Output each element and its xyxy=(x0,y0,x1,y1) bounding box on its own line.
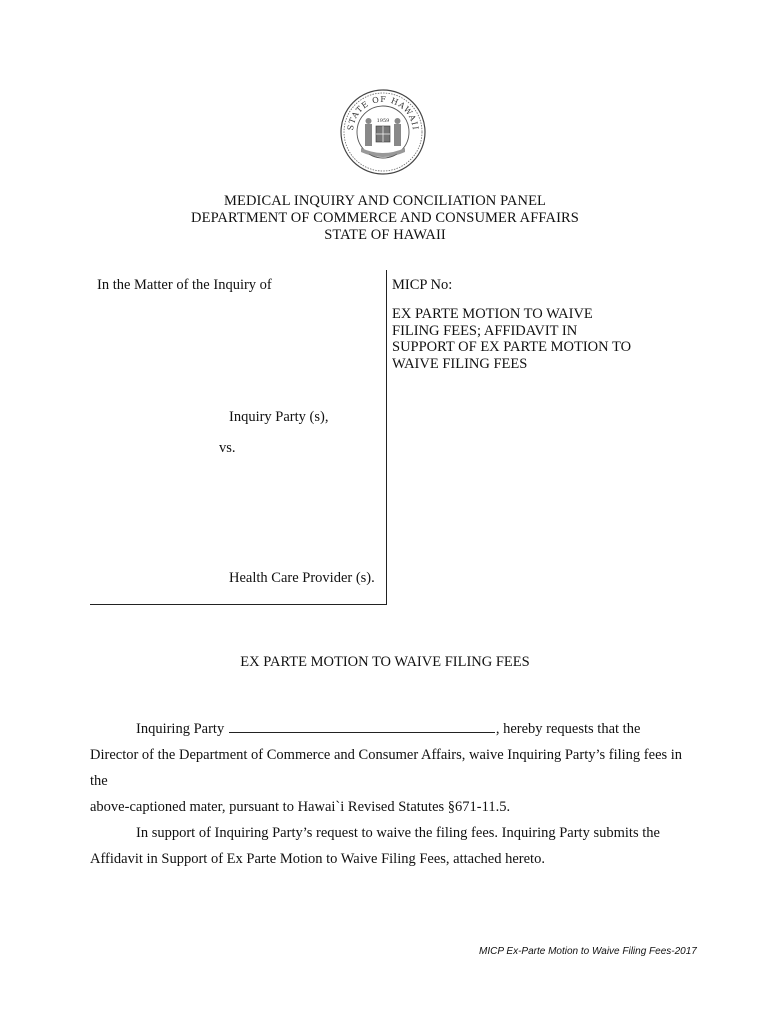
seal-text: STATE OF HAWAII xyxy=(345,94,421,132)
case-caption-left xyxy=(90,270,387,605)
paragraph-1-line-3: above-captioned mater, pursuant to Hawai`i Revised Statutes §671-11.5. xyxy=(90,799,511,815)
inquiring-party-name-blank[interactable] xyxy=(229,719,495,733)
header-state: STATE OF HAWAII xyxy=(324,227,446,243)
document-title-line: SUPPORT OF EX PARTE MOTION TO xyxy=(392,339,632,355)
svg-text:STATE OF HAWAII xyxy=(346,95,420,131)
case-caption-right xyxy=(392,277,692,372)
inquiry-party-label: Inquiry Party (s), xyxy=(229,409,329,425)
health-care-provider-label: Health Care Provider (s). xyxy=(229,570,375,586)
document-header xyxy=(0,193,770,244)
matter-label: In the Matter of the Inquiry of xyxy=(97,277,272,293)
header-panel-name: MEDICAL INQUIRY AND CONCILIATION PANEL xyxy=(224,193,546,209)
paragraph-1-line-2: Director of the Department of Commerce and Consumer Affairs, waive Inquiring Party’s filing fees in the xyxy=(90,747,683,789)
page-footer: MICP Ex-Parte Motion to Waive Filing Fees-2017 xyxy=(479,946,697,957)
header-department: DEPARTMENT OF COMMERCE AND CONSUMER AFFAIRS xyxy=(191,210,579,226)
document-title-line: WAIVE FILING FEES xyxy=(392,355,528,372)
document-title-line: EX PARTE MOTION TO WAIVE xyxy=(392,306,593,322)
versus-label: vs. xyxy=(219,440,236,456)
micp-number-label: MICP No: xyxy=(392,277,453,293)
state-seal-icon xyxy=(339,88,427,176)
paragraph-2-line-1: In support of Inquiring Party’s request to waive the filing fees. Inquiring Party submits the xyxy=(136,825,660,841)
motion-body xyxy=(90,716,690,872)
inquiring-party-label: Inquiring Party xyxy=(136,721,225,737)
document-title-block xyxy=(392,306,692,372)
request-text: , hereby requests that the xyxy=(495,721,641,737)
paragraph-2-line-2: Affidavit in Support of Ex Parte Motion to Waive Filing Fees, attached hereto. xyxy=(90,851,545,867)
paragraph-1-line-1 xyxy=(90,716,690,742)
seal-year: 1959 xyxy=(376,118,390,124)
document-title-line: FILING FEES; AFFIDAVIT IN xyxy=(392,322,578,339)
motion-title: EX PARTE MOTION TO WAIVE FILING FEES xyxy=(240,654,530,670)
